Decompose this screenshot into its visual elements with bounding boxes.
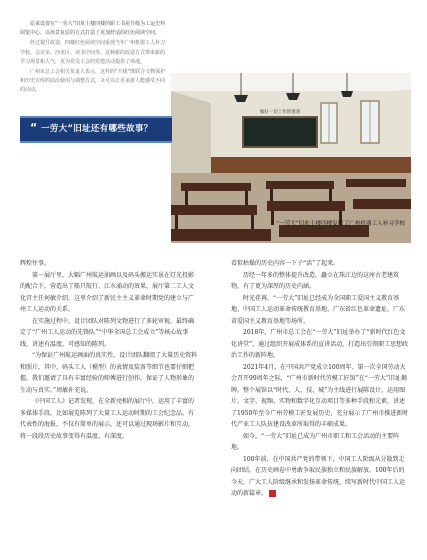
wall-slogan: 做好一切工作的准备 [259,110,301,115]
classroom-photo [171,73,411,243]
right-paragraph-5: 2021年4月，在中国共产党成立100周年、第一次全国劳动大会召开99周年之际，“广州市新时代劳模工匠馆”在“一劳大”旧址揭牌。整个展馆以“时代、人、技、城”为主线进行展陈设计，运用图片、文字、视频、实物和数字化互动项目等多种手段和元素，讲述了1950年至今广州劳模工匠发展历史，充分展示了广州市推进新时代产业工人队伍建设改革所取得的丰硕成果。 [231,363,409,428]
banner-title: 一劳大”旧址还有哪些故事？ [41,124,153,134]
right-paragraph-7-text: 100年前，在中国共产党的带领下，中国工人阶级从分散到走向团结，在历史画卷中勇敢争取民族独立和民族解放。100年后的今天，广大工人阶级继承和发扬革命传统，续写新时代中国工人运动的新篇章。 [231,455,406,497]
right-column [231,258,410,500]
left-column [20,258,199,442]
photo-caption: “一劳大”旧址主楼四楼复原了广州机器工人补习学校 [276,221,405,227]
left-paragraph-4: “为保证广州航运画面的真实性，设计团队翻阅了大量历史资料和照片，其中，码头工人（模型）的表情及装备等细节也要仔细把握。我们邀请了具有丰富经验的师傅进行创作，保证了人物形象的生动与真实。”周敏补充说。 [20,352,198,394]
right-paragraph-4: 2018年，广州市总工会在“一劳大”旧址举办了“新时代红色文化讲堂”，通过组织开展成体系的宣讲活动，打造出引领职工思想政治工作的新阵地。 [231,329,409,359]
end-mark-icon [269,490,276,497]
right-paragraph-3: 时光荏苒，“一劳大”旧址已经成为全国职工爱国主义教育基地、中国工人运动革命传统教育基地、广东省红色革命遗址、广东省爱国主义教育基地等场所。 [231,294,406,325]
right-paragraph-7 [231,454,410,500]
intro-paragraph-3: 广州市总工会相关负责人表示，这样的“升级”既联合文物保护和历史宣传的前沿使用与调整方式，又可以让更多游人能感受不同的活动。 [20,69,166,94]
right-paragraph-1: 看似枯燥的历史内容一下子“活”了起来。 [231,260,340,267]
intro-text [20,20,166,97]
left-paragraph-1: 辉煌往事。 [20,260,51,267]
right-paragraph-6: 如今，“一劳大”旧址已成为广州市职工和工会活动的主要阵地。 [231,432,400,451]
intro-paragraph-1: 原来设置在“一劳大”旧址主楼四楼的职工书屋升级为工运史料阅览中心，以场景复原的方式打造了更加舒适的红色阅读空间。 [20,21,166,37]
section-banner [20,116,172,143]
left-paragraph-5: 《中国工人》记者发现，在全新亮相的展厅中，运用了丰富的多媒体手段。比如展览陈列了大量工人运动时期的工会纪念品、有代表性的海报，不仅有简单的展示，还可以通过现场影片和互动，将一段段历史故事变得有温度、有深度。 [20,398,195,440]
classroom-illustration [171,73,411,243]
banner-quote-mark: “ [30,121,38,134]
left-paragraph-2: 第一展厅里，大幅广州航运油画以及码头搬运实景在灯光投影的配合下，营造出了船只航行、江水涌动的效果。展厅第二工人文化宫主任何敏介绍，这里介绍了新民主主义革命时期党的建立与广州工人运动的关系。 [20,271,195,313]
intro-paragraph-2: 经过提升改造，四楼红色阅读空间重现当年广州机器工人补习学校、会议室、沙龙区、读书空间等。这种新的改造方式带来新的学习场景和人气，更为党员工会的党建活动提供了场地。 [20,40,166,65]
right-paragraph-2: 历经一年多的整体提升改造，矗立在珠江边的这座古老建筑物，有了更为深厚的历史内涵。 [231,271,400,290]
left-paragraph-3: 在实施过程中，设计团队对陈列文物进行了多轮审视，最终确定了“广州工人运动的先锋队”“中华全国总工会成立”等核心故事线，讲述有温度、可感知的陈列。 [20,317,195,348]
